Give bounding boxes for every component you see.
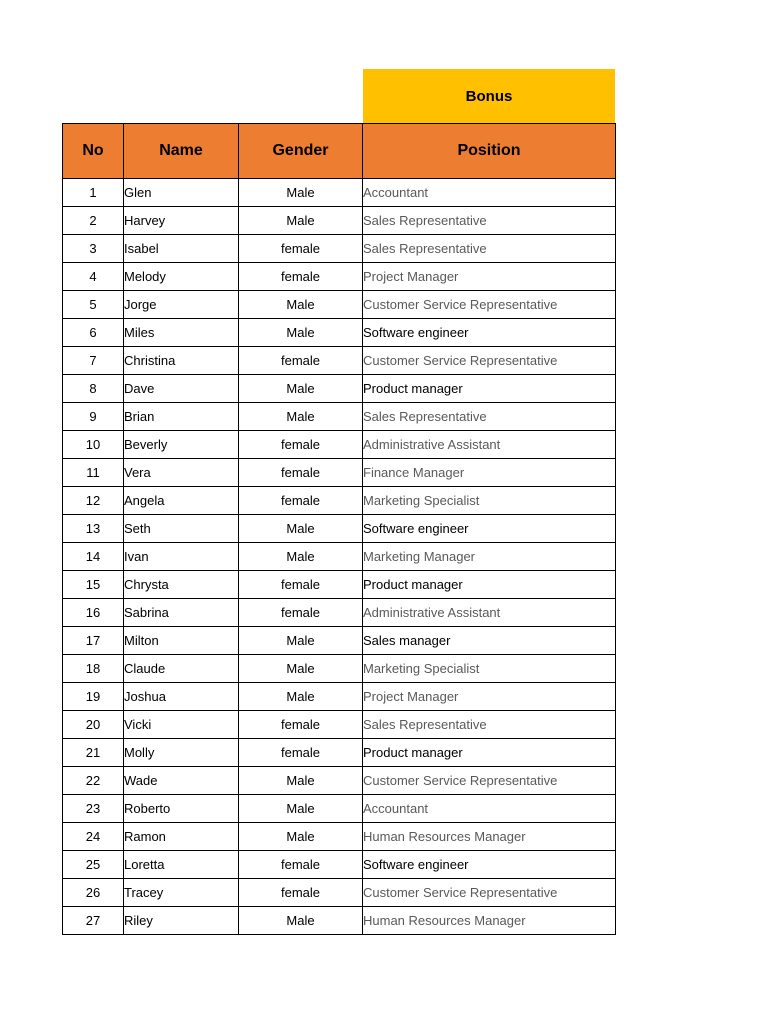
cell-name[interactable]: Wade — [124, 767, 239, 795]
table-row — [63, 795, 616, 823]
cell-gender[interactable]: Male — [239, 907, 363, 935]
cell-name[interactable]: Isabel — [124, 235, 239, 263]
cell-name[interactable]: Melody — [124, 263, 239, 291]
cell-name[interactable]: Riley — [124, 907, 239, 935]
cell-name[interactable]: Christina — [124, 347, 239, 375]
cell-gender[interactable]: female — [239, 347, 363, 375]
cell-no[interactable]: 23 — [63, 795, 124, 823]
cell-name[interactable]: Sabrina — [124, 599, 239, 627]
cell-gender[interactable]: Male — [239, 375, 363, 403]
header-row — [63, 124, 616, 179]
cell-position[interactable]: Customer Service Representative — [363, 291, 616, 319]
cell-no[interactable]: 25 — [63, 851, 124, 879]
cell-gender[interactable]: female — [239, 263, 363, 291]
cell-name[interactable]: Molly — [124, 739, 239, 767]
cell-name[interactable]: Tracey — [124, 879, 239, 907]
cell-position[interactable]: Human Resources Manager — [363, 823, 616, 851]
table-row — [63, 543, 616, 571]
table-row — [63, 907, 616, 935]
table-row — [63, 375, 616, 403]
cell-name[interactable]: Miles — [124, 319, 239, 347]
cell-position[interactable]: Administrative Assistant — [363, 431, 616, 459]
cell-position[interactable]: Project Manager — [363, 683, 616, 711]
cell-gender[interactable]: Male — [239, 767, 363, 795]
cell-no[interactable]: 7 — [63, 347, 124, 375]
table-row — [63, 711, 616, 739]
cell-name[interactable]: Angela — [124, 487, 239, 515]
cell-gender[interactable]: Male — [239, 543, 363, 571]
table-row — [63, 431, 616, 459]
table-row — [63, 683, 616, 711]
cell-gender[interactable]: Male — [239, 179, 363, 207]
cell-name[interactable]: Vera — [124, 459, 239, 487]
cell-name[interactable]: Dave — [124, 375, 239, 403]
cell-position[interactable]: Software engineer — [363, 319, 616, 347]
cell-no[interactable]: 19 — [63, 683, 124, 711]
table-row — [63, 515, 616, 543]
cell-no[interactable]: 24 — [63, 823, 124, 851]
cell-gender[interactable]: female — [239, 739, 363, 767]
cell-no[interactable]: 11 — [63, 459, 124, 487]
table-row — [63, 263, 616, 291]
cell-gender[interactable]: Male — [239, 795, 363, 823]
table-row — [63, 347, 616, 375]
cell-position[interactable]: Product manager — [363, 571, 616, 599]
bonus-banner[interactable]: Bonus — [363, 69, 615, 123]
cell-gender[interactable]: female — [239, 851, 363, 879]
cell-no[interactable]: 2 — [63, 207, 124, 235]
cell-gender[interactable]: Male — [239, 291, 363, 319]
cell-position[interactable]: Accountant — [363, 179, 616, 207]
table-row — [63, 459, 616, 487]
cell-name[interactable]: Brian — [124, 403, 239, 431]
cell-no[interactable]: 6 — [63, 319, 124, 347]
cell-gender[interactable]: female — [239, 879, 363, 907]
table-row — [63, 739, 616, 767]
cell-no[interactable]: 4 — [63, 263, 124, 291]
table-row — [63, 599, 616, 627]
table-row — [63, 207, 616, 235]
cell-gender[interactable]: Male — [239, 627, 363, 655]
cell-gender[interactable]: female — [239, 431, 363, 459]
cell-name[interactable]: Joshua — [124, 683, 239, 711]
cell-no[interactable]: 3 — [63, 235, 124, 263]
cell-name[interactable]: Jorge — [124, 291, 239, 319]
cell-no[interactable]: 26 — [63, 879, 124, 907]
cell-no[interactable]: 1 — [63, 179, 124, 207]
table-body — [63, 179, 616, 935]
cell-no[interactable]: 17 — [63, 627, 124, 655]
cell-no[interactable]: 18 — [63, 655, 124, 683]
table-row — [63, 291, 616, 319]
table-row — [63, 655, 616, 683]
cell-position[interactable]: Customer Service Representative — [363, 879, 616, 907]
cell-name[interactable]: Beverly — [124, 431, 239, 459]
cell-gender[interactable]: Male — [239, 319, 363, 347]
table-row — [63, 767, 616, 795]
cell-no[interactable]: 15 — [63, 571, 124, 599]
cell-position[interactable]: Finance Manager — [363, 459, 616, 487]
cell-gender[interactable]: female — [239, 599, 363, 627]
cell-no[interactable]: 21 — [63, 739, 124, 767]
cell-no[interactable]: 22 — [63, 767, 124, 795]
cell-name[interactable]: Milton — [124, 627, 239, 655]
cell-gender[interactable]: Male — [239, 207, 363, 235]
cell-name[interactable]: Ramon — [124, 823, 239, 851]
cell-position[interactable]: Project Manager — [363, 263, 616, 291]
employee-table — [62, 123, 616, 935]
header-position[interactable]: Position — [363, 124, 616, 179]
table-row — [63, 235, 616, 263]
cell-gender[interactable]: Male — [239, 655, 363, 683]
table-row — [63, 571, 616, 599]
cell-position[interactable]: Accountant — [363, 795, 616, 823]
cell-name[interactable]: Roberto — [124, 795, 239, 823]
cell-no[interactable]: 27 — [63, 907, 124, 935]
table-row — [63, 403, 616, 431]
cell-gender[interactable]: Male — [239, 403, 363, 431]
cell-position[interactable]: Sales Representative — [363, 711, 616, 739]
table-row — [63, 823, 616, 851]
cell-gender[interactable]: Male — [239, 823, 363, 851]
cell-gender[interactable]: female — [239, 459, 363, 487]
cell-position[interactable]: Software engineer — [363, 515, 616, 543]
cell-position[interactable]: Software engineer — [363, 851, 616, 879]
cell-gender[interactable]: Male — [239, 683, 363, 711]
cell-gender[interactable]: Male — [239, 515, 363, 543]
cell-name[interactable]: Harvey — [124, 207, 239, 235]
table-row — [63, 879, 616, 907]
cell-name[interactable]: Vicki — [124, 711, 239, 739]
cell-gender[interactable]: female — [239, 571, 363, 599]
cell-position[interactable]: Marketing Manager — [363, 543, 616, 571]
cell-no[interactable]: 13 — [63, 515, 124, 543]
cell-name[interactable]: Loretta — [124, 851, 239, 879]
table-row — [63, 851, 616, 879]
cell-gender[interactable]: female — [239, 711, 363, 739]
cell-no[interactable]: 5 — [63, 291, 124, 319]
cell-position[interactable]: Human Resources Manager — [363, 907, 616, 935]
cell-gender[interactable]: female — [239, 487, 363, 515]
table-row — [63, 319, 616, 347]
cell-position[interactable]: Marketing Specialist — [363, 487, 616, 515]
cell-gender[interactable]: female — [239, 235, 363, 263]
cell-position[interactable]: Product manager — [363, 739, 616, 767]
cell-position[interactable]: Customer Service Representative — [363, 347, 616, 375]
cell-position[interactable]: Customer Service Representative — [363, 767, 616, 795]
cell-name[interactable]: Seth — [124, 515, 239, 543]
cell-position[interactable]: Sales manager — [363, 627, 616, 655]
cell-position[interactable]: Sales Representative — [363, 207, 616, 235]
cell-no[interactable]: 20 — [63, 711, 124, 739]
cell-position[interactable]: Sales Representative — [363, 235, 616, 263]
header-gender[interactable]: Gender — [239, 124, 363, 179]
table-row — [63, 487, 616, 515]
table-row — [63, 627, 616, 655]
cell-no[interactable]: 8 — [63, 375, 124, 403]
cell-position[interactable]: Administrative Assistant — [363, 599, 616, 627]
cell-no[interactable]: 16 — [63, 599, 124, 627]
cell-name[interactable]: Ivan — [124, 543, 239, 571]
header-no[interactable]: No — [63, 124, 124, 179]
header-name[interactable]: Name — [124, 124, 239, 179]
cell-no[interactable]: 10 — [63, 431, 124, 459]
cell-name[interactable]: Chrysta — [124, 571, 239, 599]
cell-no[interactable]: 9 — [63, 403, 124, 431]
cell-name[interactable]: Glen — [124, 179, 239, 207]
cell-position[interactable]: Marketing Specialist — [363, 655, 616, 683]
table-row — [63, 179, 616, 207]
cell-name[interactable]: Claude — [124, 655, 239, 683]
cell-no[interactable]: 12 — [63, 487, 124, 515]
cell-no[interactable]: 14 — [63, 543, 124, 571]
cell-position[interactable]: Product manager — [363, 375, 616, 403]
cell-position[interactable]: Sales Representative — [363, 403, 616, 431]
